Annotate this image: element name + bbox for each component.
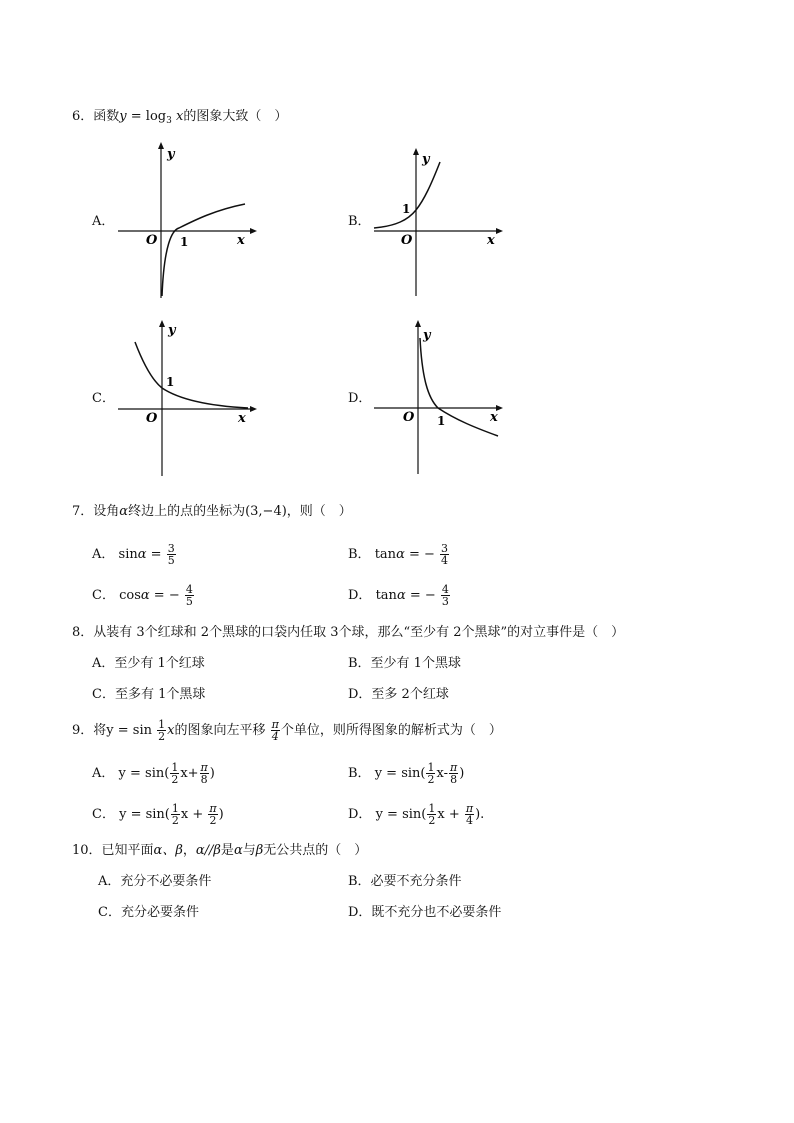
fraction: $\frac{4}{3}$ — [441, 583, 449, 608]
graph-d — [366, 318, 526, 478]
fraction: $\frac{1}{2}$ — [427, 761, 435, 786]
one-label-d: 1 — [437, 414, 446, 428]
q7-option-d: D． tanα = − $\frac{4}{3}$ — [348, 583, 449, 608]
option-c-label: C． — [92, 391, 115, 406]
q9-option-a: A． y = sin( $\frac{1}{2}$ x+ $\frac{\pi}{8}$ ) — [92, 761, 215, 786]
q10-option-a: A．充分不必要条件 — [98, 874, 212, 889]
graph-c — [110, 318, 270, 478]
q7-option-c: C． cosα = − $\frac{4}{5}$ — [92, 583, 193, 608]
origin-label-c: O — [146, 411, 158, 426]
fraction: $\frac{4}{5}$ — [185, 583, 193, 608]
q8-option-d: D．至多 2个红球 — [348, 687, 449, 702]
graph-a — [110, 140, 270, 300]
q10-option-d: D．既不充分也不必要条件 — [348, 905, 502, 920]
q8-option-a: A．至少有 1个红球 — [92, 656, 205, 671]
question-8-stem: 8．从装有 3个红球和 2个黑球的口袋内任取 3个球，那么“至少有 2个黑球”的对立事件是（ ） — [72, 625, 625, 640]
origin-label-a: O — [146, 233, 158, 248]
fraction: $\frac{1}{2}$ — [171, 761, 179, 786]
fraction: $\frac{1}{2}$ — [158, 718, 166, 743]
fraction: $\frac{\pi}{8}$ — [449, 761, 458, 786]
axis-y-label-b: y — [422, 152, 430, 167]
axis-x-label-c: x — [238, 411, 246, 426]
q8-option-b: B．至少有 1个黑球 — [348, 656, 461, 671]
one-label-b: 1 — [402, 202, 411, 216]
question-7-stem: 7．设角α终边上的点的坐标为(3,−4)，则（ ） — [72, 504, 352, 519]
fraction: $\frac{3}{5}$ — [167, 542, 175, 567]
question-10-stem: 10．已知平面α、β，α//β是α与β无公共点的（ ） — [72, 843, 368, 858]
question-9-stem: 9．将y = sin $\frac{1}{2}$ x的图象向左平移 $\frac{\pi}{4}$ 个单位，则所得图象的解析式为（ ） — [72, 718, 502, 743]
fraction: $\frac{\pi}{8}$ — [200, 761, 208, 786]
axis-x-label-d: x — [490, 410, 498, 425]
fraction: $\frac{1}{2}$ — [171, 802, 179, 827]
option-a-label: A． — [92, 214, 115, 229]
question-6-stem: 6．函数$y = \log_3 x$的图象大致（ ） — [72, 109, 288, 126]
option-d-label: D． — [348, 391, 372, 406]
q8-option-c: C．至多有 1个黑球 — [92, 687, 206, 702]
q10-option-b: B．必要不充分条件 — [348, 874, 462, 889]
fraction: $\frac{\pi}{2}$ — [209, 802, 217, 827]
q10-option-c: C．充分必要条件 — [98, 905, 199, 920]
fraction: $\frac{\pi}{4}$ — [271, 718, 279, 743]
q7-option-a: A． sinα = $\frac{3}{5}$ — [92, 542, 175, 567]
origin-label-d: O — [403, 410, 415, 425]
axis-x-label-a: x — [237, 233, 245, 248]
fraction: $\frac{3}{4}$ — [441, 542, 449, 567]
axis-x-label-b: x — [487, 233, 495, 248]
origin-label-b: O — [401, 233, 413, 248]
option-b-label: B． — [348, 214, 371, 229]
axis-y-label-a: y — [167, 147, 175, 162]
axis-y-label-d: y — [423, 328, 431, 343]
fraction: $\frac{\pi}{4}$ — [465, 802, 474, 827]
graph-b — [366, 140, 526, 300]
axis-y-label-c: y — [168, 323, 176, 338]
q9-option-b: B． y = sin( $\frac{1}{2}$ x- $\frac{\pi}{8}$ ) — [348, 761, 465, 786]
q7-option-b: B． tanα = − $\frac{3}{4}$ — [348, 542, 449, 567]
one-label-a: 1 — [180, 235, 189, 249]
one-label-c: 1 — [166, 375, 175, 389]
q9-option-c: C． y = sin( $\frac{1}{2}$ x + $\frac{\pi}{2}$ ) — [92, 802, 224, 827]
fraction: $\frac{1}{2}$ — [428, 802, 436, 827]
q9-option-d: D． y = sin( $\frac{1}{2}$ x + $\frac{\pi}{4}$ ). — [348, 802, 485, 827]
